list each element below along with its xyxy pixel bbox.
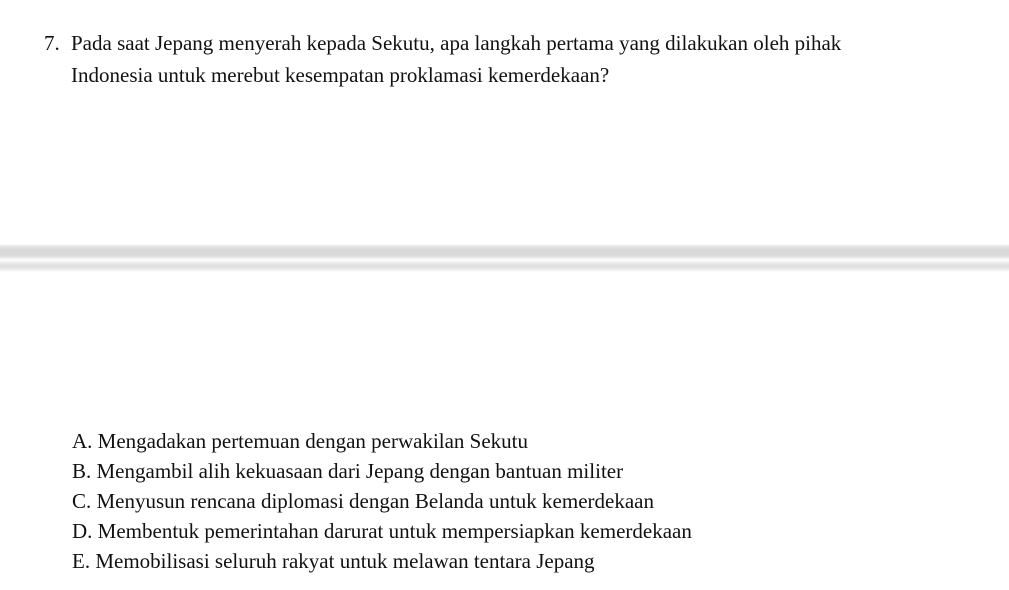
page-divider xyxy=(0,244,1009,272)
option-b[interactable]: B. Mengambil alih kekuasaan dari Jepang dengan bantuan militer xyxy=(72,459,624,483)
option-e[interactable]: E. Memobilisasi seluruh rakyat untuk melawan tentara Jepang xyxy=(72,549,595,573)
option-a[interactable]: A. Mengadakan pertemuan dengan perwakilan Sekutu xyxy=(72,429,529,453)
question-number: 7. xyxy=(44,31,60,55)
question-line-1: Pada saat Jepang menyerah kepada Sekutu, apa langkah pertama yang dilakukan oleh pihak xyxy=(71,31,842,55)
question-text xyxy=(71,27,991,91)
question-line-2: Indonesia untuk merebut kesempatan proklamasi kemerdekaan? xyxy=(71,63,610,87)
option-d[interactable]: D. Membentuk pemerintahan darurat untuk mempersiapkan kemerdekaan xyxy=(72,519,692,543)
option-c[interactable]: C. Menyusun rencana diplomasi dengan Belanda untuk kemerdekaan xyxy=(72,489,654,513)
answer-options xyxy=(72,426,992,576)
